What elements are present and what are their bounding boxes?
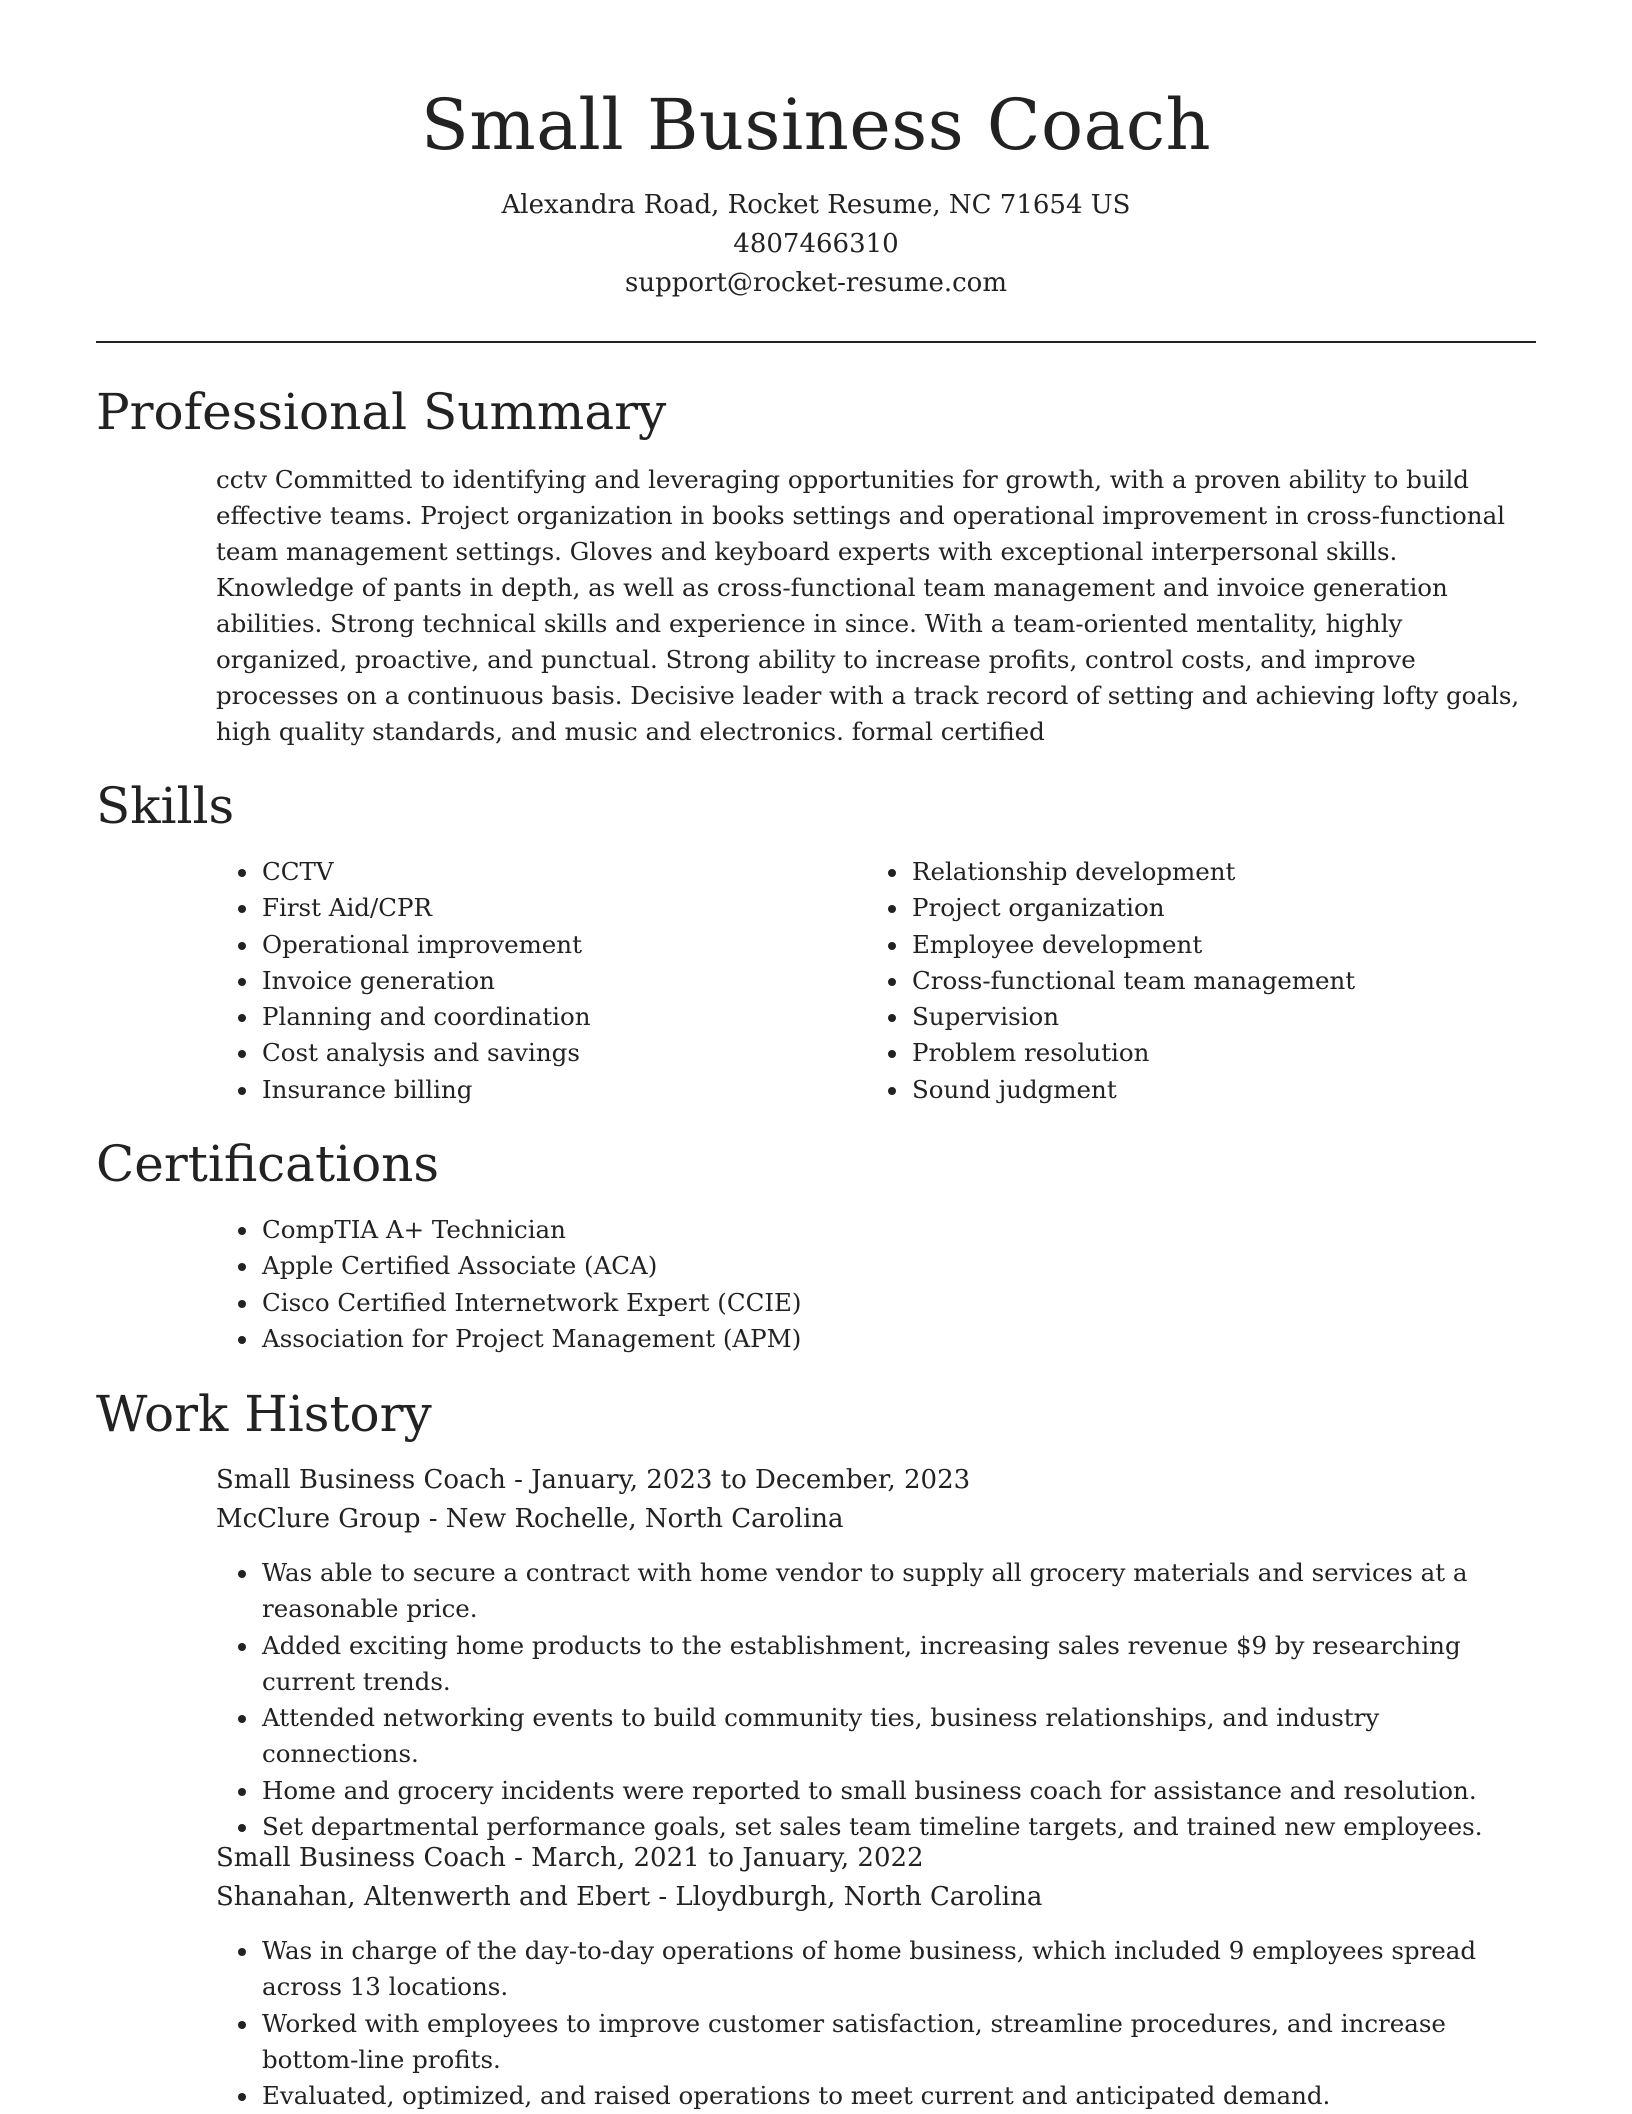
job-title: Small Business Coach	[216, 1843, 506, 1873]
certifications-heading: Certifications	[96, 1135, 440, 1193]
job-title-line	[216, 1839, 1536, 1878]
skills-column-left	[216, 854, 836, 1108]
job-dates: - March, 2021 to January, 2022	[505, 1843, 924, 1873]
skill-item: • Relationship development	[910, 854, 1486, 890]
skills-column-right	[866, 854, 1486, 1108]
certification-item: • CompTIA A+ Technician	[260, 1212, 1536, 1248]
summary-heading: Professional Summary	[96, 383, 667, 441]
work-history-heading: Work History	[96, 1385, 432, 1443]
certification-item: • Association for Project Management (APM)	[260, 1321, 1536, 1357]
job-bullet: • Home and grocery incidents were reported to small business coach for assistance and resolution.	[260, 1773, 1536, 1809]
job-bullets	[172, 1933, 1536, 2114]
skill-item: • Sound judgment	[910, 1072, 1486, 1108]
skill-item: • First Aid/CPR	[260, 890, 836, 926]
skills-heading: Skills	[96, 777, 235, 835]
header-divider	[96, 341, 1536, 343]
certification-item: • Cisco Certified Internetwork Expert (CCIE)	[260, 1285, 1536, 1321]
skill-item: • Problem resolution	[910, 1035, 1486, 1071]
summary-text: cctv Committed to identifying and leveraging opportunities for growth, with a proven ability to build effective teams. Project organization in books settings and operational improvement in cross-functional team management settings. Gloves and keyboard experts with exceptional interpersonal skills. Knowledge of pants in depth, as well as cross-functional team management and invoice generation abilities. Strong technical skills and experience in since. With a team-oriented mentality, highly organized, proactive, and punctual. Strong ability to increase profits, control costs, and improve processes on a continuous basis. Decisive leader with a track record of setting and achieving lofty goals, high quality standards, and music and electronics. formal certified	[216, 465, 1520, 746]
certifications-block	[216, 1212, 1536, 1357]
skill-item: • Operational improvement	[260, 927, 836, 963]
job-bullet: • Was in charge of the day-to-day operations of home business, which included 9 employees spread across 13 locations.	[260, 1933, 1536, 2006]
contact-email[interactable]: support@rocket-resume.com	[624, 268, 1007, 298]
job-company-line	[216, 1500, 1536, 1539]
contact-address: Alexandra Road, Rocket Resume, NC 71654 US	[501, 190, 1131, 220]
job-title-line	[216, 1461, 1536, 1500]
job-company-line	[216, 1878, 1536, 1917]
resume-header	[96, 80, 1536, 303]
job-bullet: • Attended networking events to build community ties, business relationships, and industry connections.	[260, 1700, 1536, 1773]
certifications-list	[216, 1212, 1536, 1357]
job-bullet: • Worked with employees to improve customer satisfaction, streamline procedures, and increase bottom-line profits.	[260, 2006, 1536, 2079]
job-bullet: • Set departmental performance goals, set sales team timeline targets, and trained new employees.	[260, 1809, 1536, 1845]
skill-item: • Insurance billing	[260, 1072, 836, 1108]
contact-phone: 4807466310	[733, 229, 899, 259]
job-bullet: • Was able to secure a contract with home vendor to supply all grocery materials and services at a reasonable price.	[260, 1555, 1536, 1628]
job-title: Small Business Coach	[216, 1465, 506, 1495]
job-bullet: • Evaluated, optimized, and raised operations to meet current and anticipated demand.	[260, 2078, 1536, 2114]
job-company: Shanahan, Altenwerth and Ebert	[216, 1882, 651, 1912]
skill-item: • Planning and coordination	[260, 999, 836, 1035]
job-dates: - January, 2023 to December, 2023	[505, 1465, 971, 1495]
job-entry	[216, 1461, 1536, 1845]
contact-block	[96, 186, 1536, 303]
job-bullets	[172, 1555, 1536, 1845]
job-bullet: • Added exciting home products to the establishment, increasing sales revenue $9 by researching current trends.	[260, 1628, 1536, 1701]
job-company: McClure Group	[216, 1504, 421, 1534]
skill-item: • Employee development	[910, 927, 1486, 963]
skill-item: • Invoice generation	[260, 963, 836, 999]
skills-list-right	[866, 854, 1486, 1108]
job-location: - New Rochelle, North Carolina	[420, 1504, 844, 1534]
skill-item: • Cross-functional team management	[910, 963, 1486, 999]
skill-item: • Project organization	[910, 890, 1486, 926]
job-entry	[216, 1839, 1536, 2114]
skills-list-left	[216, 854, 836, 1108]
skill-item: • Cost analysis and savings	[260, 1035, 836, 1071]
job-location: - Lloydburgh, North Carolina	[650, 1882, 1043, 1912]
skill-item: • CCTV	[260, 854, 836, 890]
candidate-name: Small Business Coach	[420, 84, 1212, 166]
certification-item: • Apple Certified Associate (ACA)	[260, 1248, 1536, 1284]
skill-item: • Supervision	[910, 999, 1486, 1035]
